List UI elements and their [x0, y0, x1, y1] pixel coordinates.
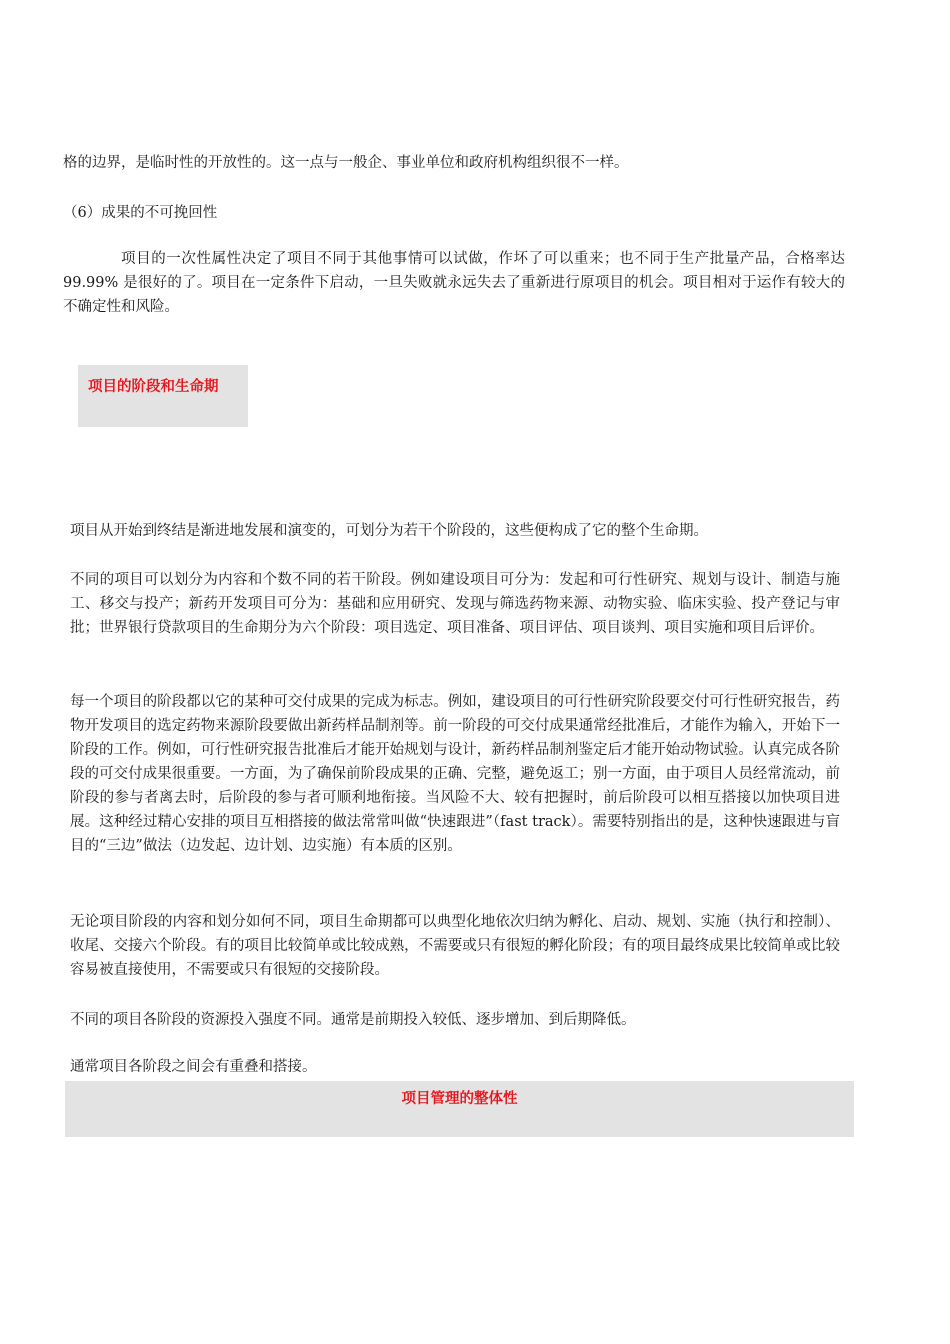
section-6-body: 项目的一次性属性决定了项目不同于其他事情可以试做，作坏了可以重来；也不同于生产批量产品，合格率达 99.99% 是很好的了。项目在一定条件下启动，一旦失败就永远失去了重新进行原项目的机会。项目相对于运作有较大的不确定性和风险。	[63, 251, 845, 315]
paragraph-project-division: 不同的项目可以划分为内容和个数不同的若干阶段。例如建设项目可分为：发起和可行性研究、规划与设计、制造与施工、移交与投产；新药开发项目可分为：基础和应用研究、发现与筛选药物来源、动物实验、临床实验、投产登记与审批；世界银行贷款项目的生命期分为六个阶段：项目选定、项目准备、项目评估、项目谈判、项目实施和项目后评价。	[70, 572, 840, 636]
heading-integration: 项目管理的整体性	[401, 1091, 518, 1107]
heading-box-integration	[65, 1081, 854, 1137]
paragraph-deliverables: 每一个项目的阶段都以它的某种可交付成果的完成为标志。例如，建设项目的可行性研究阶段要交付可行性研究报告，药物开发项目的选定药物来源阶段要做出新药样品制剂等。前一阶段的可交付成果通常经批准后，才能作为输入，开始下一阶段的工作。例如，可行性研究报告批准后才能开始规划与设计，新药样品制剂鉴定后才能开始动物试验。认真完成各阶段的可交付成果很重要。一方面，为了确保前阶段成果的正确、完整，避免返工；别一方面，由于项目人员经常流动，前阶段的参与者离去时，后阶段的参与者可顺利地衔接。当风险不大、较有把握时，前后阶段可以相互搭接以加快项目进展。这种经过精心安排的项目互相搭接的做法常常叫做“快速跟进”（fast track）。需要特别指出的是，这种快速跟进与盲目的“三边”做法（边发起、边计划、边实施）有本质的区别。	[70, 694, 840, 854]
heading-stages-lifecycle: 项目的阶段和生命期	[88, 379, 219, 395]
section-6-title: （6）成果的不可挽回性	[63, 205, 218, 221]
paragraph-lifecycle-intro: 项目从开始到终结是渐进地发展和演变的，可划分为若干个阶段的，这些便构成了它的整个生命期。	[70, 523, 708, 539]
paragraph-lifecycle-phases: 无论项目阶段的内容和划分如何不同，项目生命期都可以典型化地依次归纳为孵化、启动、规划、实施（执行和控制）、收尾、交接六个阶段。有的项目比较简单或比较成熟，不需要或只有很短的孵化阶段；有的项目最终成果比较简单或比较容易被直接使用，不需要或只有很短的交接阶段。	[70, 914, 840, 978]
paragraph-resource-intensity: 不同的项目各阶段的资源投入强度不同。通常是前期投入较低、逐步增加、到后期降低。	[70, 1012, 636, 1028]
paragraph-overlap: 通常项目各阶段之间会有重叠和搭接。	[70, 1059, 317, 1075]
heading-box-stages	[78, 365, 248, 427]
intro-line: 格的边界，是临时性的开放性的。这一点与一般企、事业单位和政府机构组织很不一样。	[63, 155, 629, 171]
